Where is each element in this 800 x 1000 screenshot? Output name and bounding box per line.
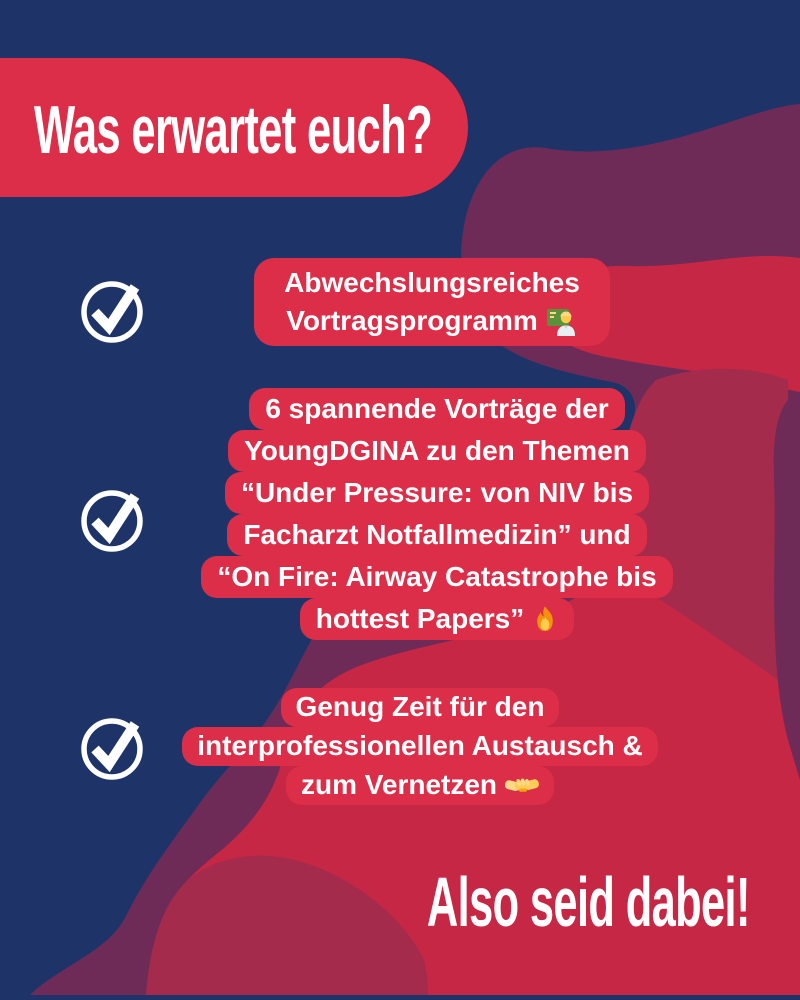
card-line-text: 6 spannende Vorträge der	[265, 393, 609, 424]
card-line-text: “On Fire: Airway Catastrophe bis	[217, 561, 657, 592]
closing-text: Also seid dabei!	[427, 863, 750, 941]
page-title: Was erwartet euch?	[34, 91, 433, 168]
card-line	[286, 766, 554, 805]
card-line	[225, 472, 649, 514]
card-line	[281, 688, 560, 727]
card-line-text: “Under Pressure: von NIV bis	[240, 477, 634, 508]
card-line	[228, 430, 646, 472]
checklist-card-talks	[137, 388, 737, 640]
card-line	[227, 514, 646, 556]
checklist-card-program	[254, 258, 610, 346]
card-line	[182, 727, 658, 766]
card-line	[286, 302, 578, 340]
checklist-card-networking	[120, 688, 720, 805]
card-line-text: Facharzt Notfallmedizin” und	[243, 519, 631, 550]
headline-banner	[0, 58, 468, 197]
teacher-emoji	[546, 306, 578, 336]
check-circle-icon	[76, 272, 148, 344]
card-line-text: YoungDGINA zu den Themen	[244, 435, 630, 466]
card-line	[249, 388, 624, 430]
card-line-text: interprofessionellen Austausch &	[197, 730, 643, 761]
card-line-text: Vortragsprogramm	[286, 305, 538, 336]
card-line-text: zum Vernetzen	[300, 769, 498, 800]
card-line-text: Abwechslungsreiches	[284, 267, 580, 298]
card-line-text: Genug Zeit für den	[295, 691, 545, 722]
handshake-emoji	[505, 773, 539, 797]
fire-emoji	[532, 604, 558, 634]
card-line	[201, 556, 672, 598]
card-line	[284, 264, 580, 302]
closing-line	[229, 862, 750, 942]
card-line-text: hottest Papers”	[315, 603, 525, 634]
card-line	[300, 598, 575, 640]
